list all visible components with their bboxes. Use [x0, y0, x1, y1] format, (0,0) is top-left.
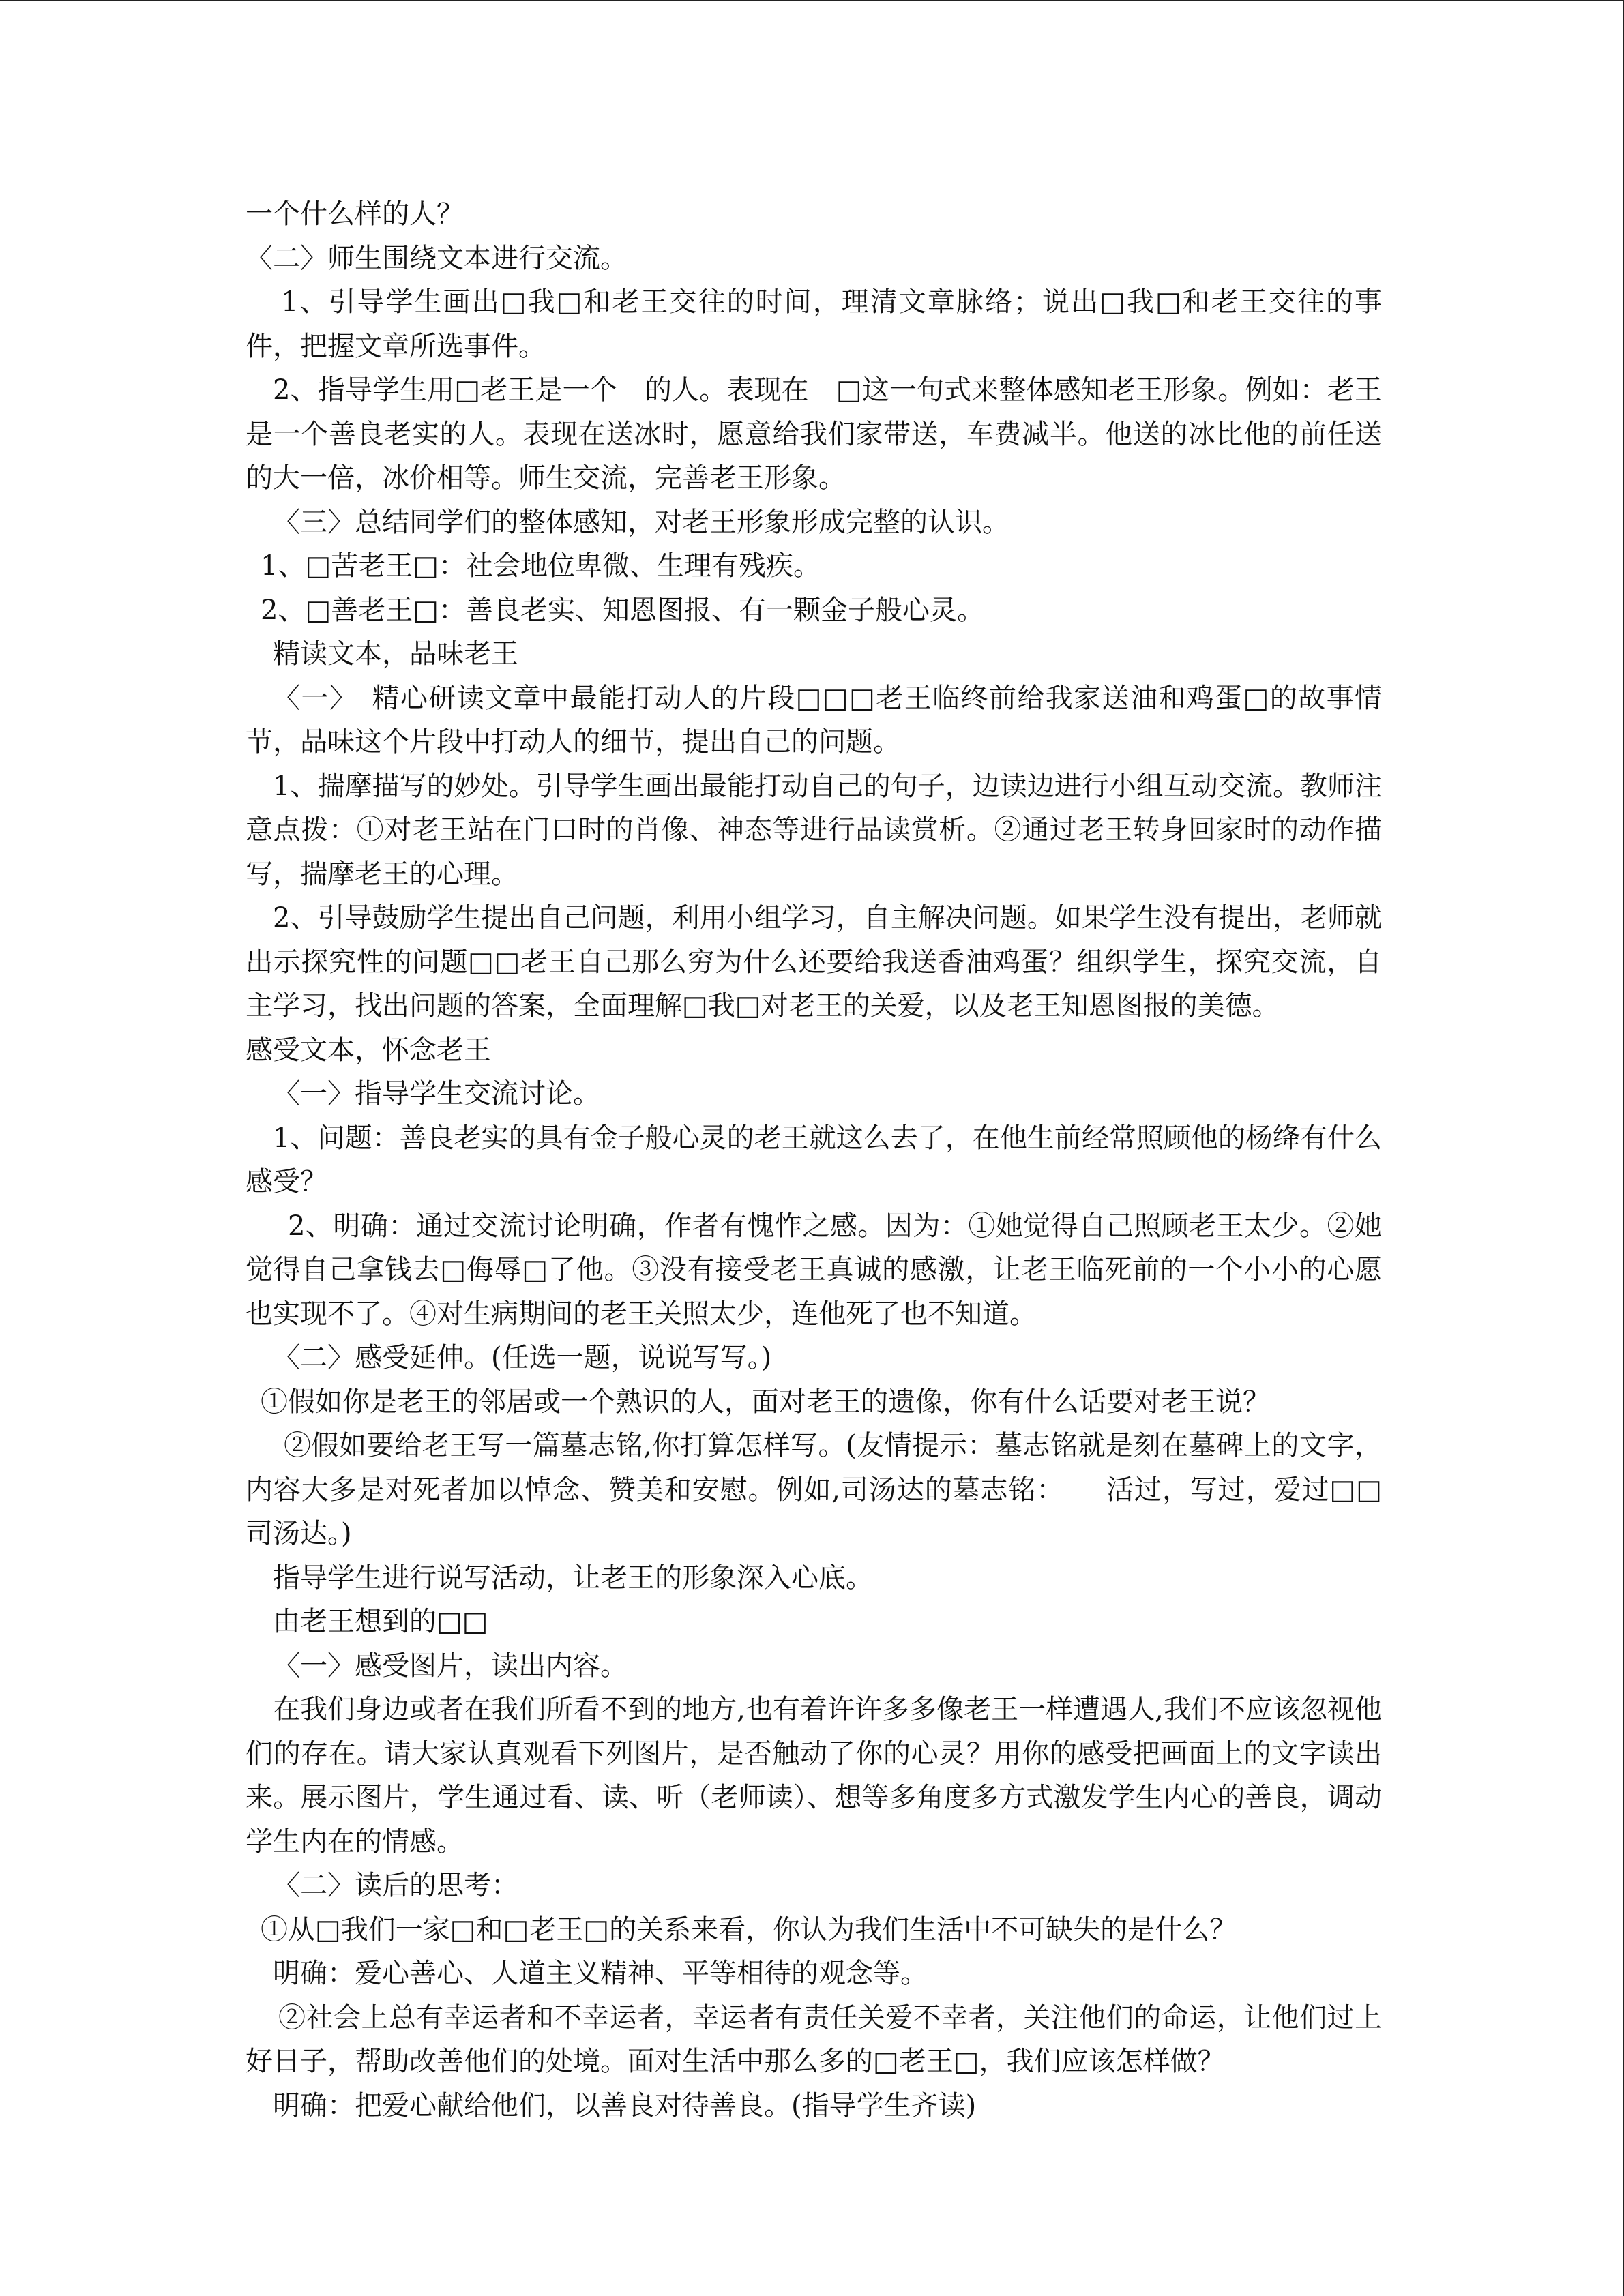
paragraph-11: 2、引导鼓励学生提出自己问题，利用小组学习，自主解决问题。如果学生没有提出，老师就出示探究性的问题□□老王自己那么穷为什么还要给我送香油鸡蛋？组织学生，探究交流，自主学习，找出问题的答案，全面理解□我□对老王的关爱，以及老王知恩图报的美德。 — [246, 902, 1382, 1022]
paragraph-2: 〈二〉师生围绕文本进行交流。 — [246, 242, 628, 274]
paragraph-24: ①从□我们一家□和□老王□的关系来看，你认为我们生活中不可缺失的是什么？ — [261, 1913, 1237, 1945]
paragraph-6: 1、□苦老王□：社会地位卑微、生理有残疾。 — [261, 550, 821, 582]
paragraph-21: 〈一〉感受图片，读出内容。 — [273, 1650, 628, 1682]
paragraph-27: 明确：把爱心献给他们，以善良对待善良。(指导学生齐读) — [273, 2089, 977, 2121]
paragraph-19: 指导学生进行说写活动，让老王的形象深入心底。 — [273, 1562, 873, 1594]
paragraph-26: ②社会上总有幸运者和不幸运者，幸运者有责任关爱不幸者，关注他们的命运，让他们过上好日子，帮助改善他们的处境。面对生活中那么多的□老王□，我们应该怎样做？ — [246, 2001, 1382, 2077]
paragraph-18: ②假如要给老王写一篇墓志铭,你打算怎样写。(友情提示：墓志铭就是刻在墓碑上的文字，内容大多是对死者加以悼念、赞美和安慰。例如,司汤达的墓志铭： 活过，写过，爱过□□司汤达。) — [246, 1430, 1382, 1549]
paragraph-17: ①假如你是老王的邻居或一个熟识的人，面对老王的遗像，你有什么话要对老王说？ — [261, 1386, 1270, 1418]
paragraph-20: 由老王想到的□□ — [273, 1606, 488, 1637]
paragraph-15: 2、明确：通过交流讨论明确，作者有愧怍之感。因为：①她觉得自己照顾老王太少。②她觉得自己拿钱去□侮辱□了他。③没有接受老王真诚的感激，让老王临死前的一个小小的心愿也实现不了。④对生病期间的老王关照太少，连他死了也不知道。 — [246, 1210, 1382, 1330]
paragraph-5: 〈三〉总结同学们的整体感知，对老王形象形成完整的认识。 — [273, 506, 1009, 538]
paragraph-1: 一个什么样的人？ — [246, 198, 464, 230]
paragraph-4: 2、指导学生用□老王是一个 的人。表现在 □这一句式来整体感知老王形象。例如：老王是一个善良老实的人。表现在送冰时，愿意给我们家带送，车费减半。他送的冰比他的前任送的大一倍，冰价相等。师生交流，完善老王形象。 — [246, 374, 1382, 494]
paragraph-8: 精读文本，品味老王 — [273, 638, 518, 670]
paragraph-12: 感受文本，怀念老王 — [246, 1034, 491, 1066]
paragraph-16: 〈二〉感受延伸。(任选一题，说说写写。) — [273, 1342, 772, 1373]
paragraph-9: 〈一〉 精心研读文章中最能打动人的片段□□□老王临终前给我家送油和鸡蛋□的故事情节，品味这个片段中打动人的细节，提出自己的问题。 — [246, 682, 1382, 758]
paragraph-25: 明确：爱心善心、人道主义精神、平等相待的观念等。 — [273, 1958, 928, 1989]
paragraph-14: 1、问题：善良老实的具有金子般心灵的老王就这么去了，在他生前经常照顾他的杨绛有什么感受？ — [246, 1122, 1382, 1197]
paragraph-3: 1、引导学生画出□我□和老王交往的时间，理清文章脉络；说出□我□和老王交往的事件，把握文章所选事件。 — [246, 286, 1382, 362]
paragraph-22: 在我们身边或者在我们所看不到的地方,也有着许许多多像老王一样遭遇人,我们不应该忽视他们的存在。请大家认真观看下列图片，是否触动了你的心灵？用你的感受把画面上的文字读出来。展示图片，学生通过看、读、听（老师读）、想等多角度多方式激发学生内心的善良，调动学生内在的情感。 — [246, 1694, 1382, 1858]
paragraph-23: 〈二〉读后的思考： — [273, 1870, 518, 1901]
paragraph-10: 1、揣摩描写的妙处。引导学生画出最能打动自己的句子，边读边进行小组互动交流。教师注意点拨：①对老王站在门口时的肖像、神态等进行品读赏析。②通过老王转身回家时的动作描写，揣摩老王的心理。 — [246, 770, 1382, 890]
paragraph-7: 2、□善老王□：善良老实、知恩图报、有一颗金子般心灵。 — [261, 594, 985, 626]
document-body — [246, 192, 1382, 2128]
paragraph-13: 〈一〉指导学生交流讨论。 — [273, 1078, 600, 1109]
